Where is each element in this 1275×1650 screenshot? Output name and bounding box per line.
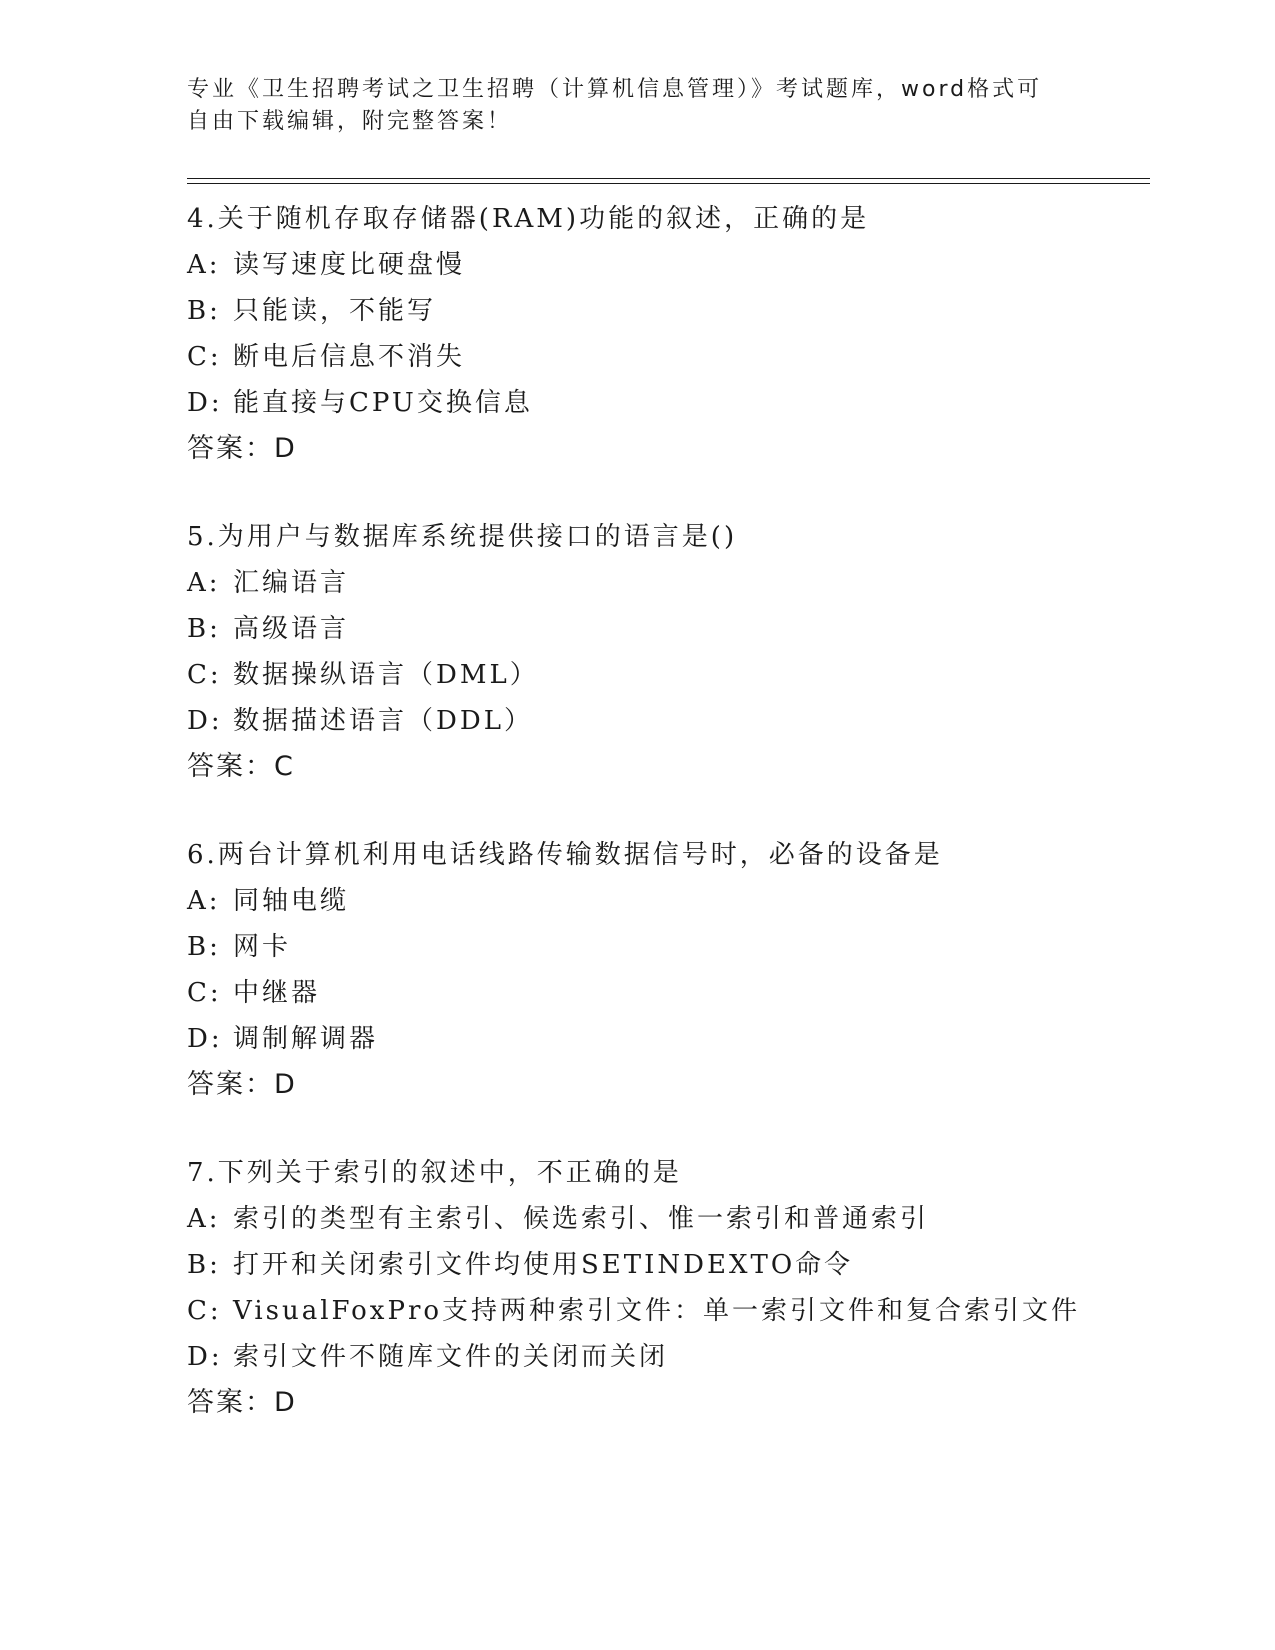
option-letter: A: xyxy=(187,250,221,280)
option-d xyxy=(187,380,1147,426)
option-text: 调制解调器 xyxy=(233,1024,379,1054)
header-divider-bottom xyxy=(187,183,1150,184)
option-c xyxy=(187,1288,1147,1334)
option-text: 汇编语言 xyxy=(233,568,350,598)
option-d xyxy=(187,1016,1147,1062)
question-stem: 5.为用户与数据库系统提供接口的语言是() xyxy=(187,522,738,552)
option-a xyxy=(187,1196,1147,1242)
option-b xyxy=(187,924,1147,970)
question-stem: 6.两台计算机利用电话线路传输数据信号时，必备的设备是 xyxy=(187,840,943,870)
option-text: 断电后信息不消失 xyxy=(233,342,466,372)
option-letter: D: xyxy=(187,1024,223,1054)
answer: 答案：D xyxy=(187,433,297,464)
option-text: 打开和关闭索引文件均使用SETINDEXTO命令 xyxy=(233,1250,854,1280)
option-text: 同轴电缆 xyxy=(233,886,350,916)
option-text: 高级语言 xyxy=(233,614,350,644)
option-letter: D: xyxy=(187,706,223,736)
question-block-4 xyxy=(187,196,1147,472)
option-letter: C: xyxy=(187,1296,222,1326)
document-header: 专业《卫生招聘考试之卫生招聘（计算机信息管理）》考试题库，word格式可自由下载编辑，附完整答案！ xyxy=(187,77,1043,134)
option-text: 只能读，不能写 xyxy=(233,296,437,326)
option-b xyxy=(187,288,1147,334)
option-text: 索引文件不随库文件的关闭而关闭 xyxy=(233,1342,669,1372)
question-block-5 xyxy=(187,514,1147,790)
option-b xyxy=(187,1242,1147,1288)
option-text: 读写速度比硬盘慢 xyxy=(233,250,466,280)
option-letter: D: xyxy=(187,388,223,418)
question-stem: 7.下列关于索引的叙述中，不正确的是 xyxy=(187,1158,682,1188)
answer: 答案：C xyxy=(187,751,295,782)
option-text: 数据描述语言（DDL） xyxy=(233,706,533,736)
option-a xyxy=(187,560,1147,606)
option-letter: B: xyxy=(187,1250,221,1280)
option-letter: A: xyxy=(187,1204,221,1234)
option-text: 索引的类型有主索引、候选索引、惟一索引和普通索引 xyxy=(233,1204,930,1234)
option-text: VisualFoxPro支持两种索引文件：单一索引文件和复合索引文件 xyxy=(233,1296,1081,1326)
option-letter: C: xyxy=(187,660,222,690)
question-block-6 xyxy=(187,832,1147,1108)
option-letter: B: xyxy=(187,932,221,962)
option-letter: B: xyxy=(187,296,221,326)
option-letter: C: xyxy=(187,342,222,372)
option-text: 中继器 xyxy=(233,978,321,1008)
option-d xyxy=(187,1334,1147,1380)
option-letter: A: xyxy=(187,568,221,598)
option-text: 数据操纵语言（DML） xyxy=(233,660,539,690)
question-block-7 xyxy=(187,1150,1147,1426)
option-text: 能直接与CPU交换信息 xyxy=(233,388,533,418)
option-letter: C: xyxy=(187,978,222,1008)
option-letter: B: xyxy=(187,614,221,644)
answer: 答案：D xyxy=(187,1069,297,1100)
question-stem: 4.关于随机存取存储器(RAM)功能的叙述，正确的是 xyxy=(187,204,870,234)
option-c xyxy=(187,652,1147,698)
option-c xyxy=(187,970,1147,1016)
option-a xyxy=(187,878,1147,924)
option-a xyxy=(187,242,1147,288)
option-text: 网卡 xyxy=(233,932,292,962)
answer: 答案：D xyxy=(187,1387,297,1418)
option-letter: A: xyxy=(187,886,221,916)
option-d xyxy=(187,698,1147,744)
option-c xyxy=(187,334,1147,380)
header-divider-top xyxy=(187,178,1150,179)
option-b xyxy=(187,606,1147,652)
option-letter: D: xyxy=(187,1342,223,1372)
